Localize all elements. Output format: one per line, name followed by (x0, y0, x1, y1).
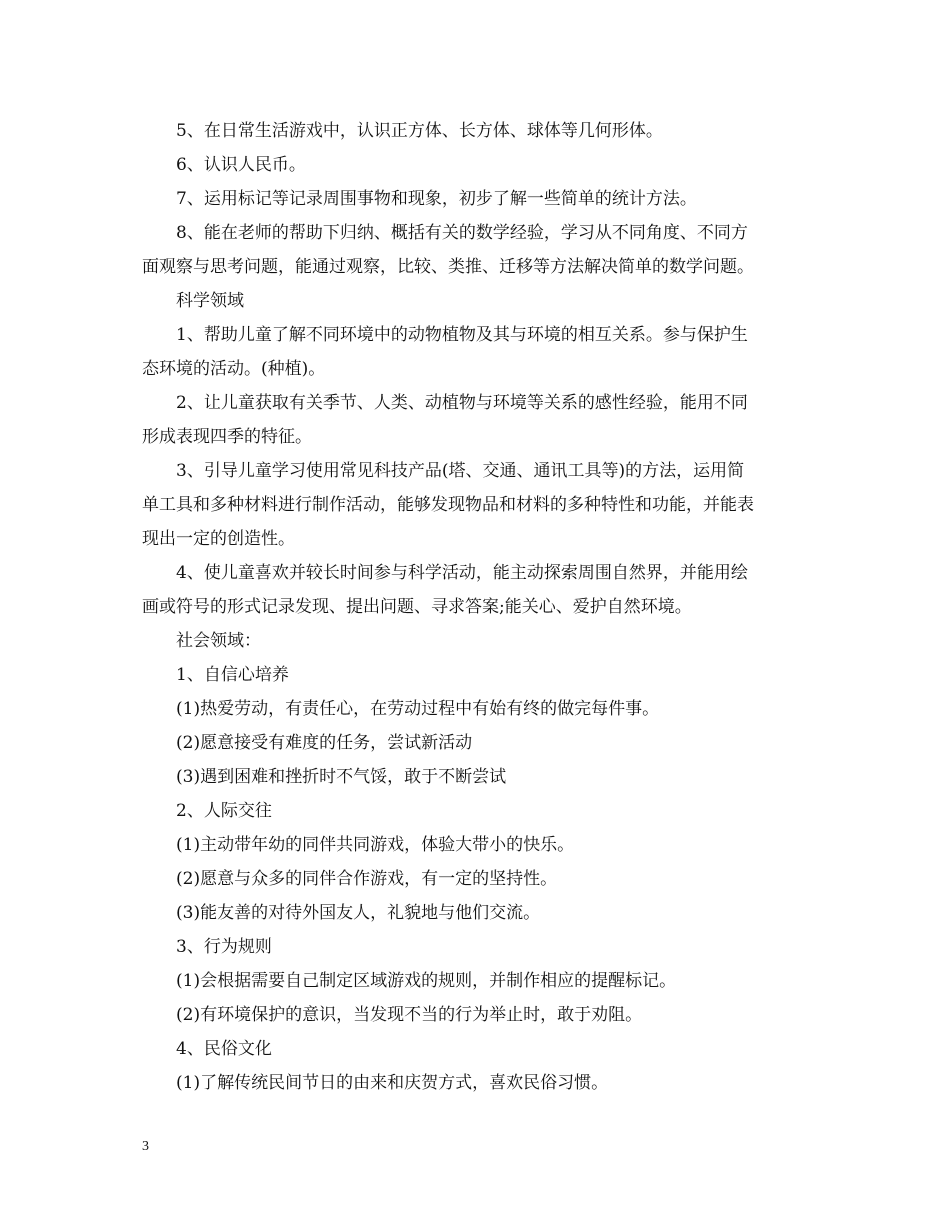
subheading-folk-culture: 4、民俗文化 (176, 1039, 272, 1059)
paragraph-line: 2、让儿童获取有关季节、人类、动植物与环境等关系的感性经验，能用不同 (176, 393, 748, 413)
paragraph-line-continued: 态环境的活动。(种植)。 (142, 359, 326, 379)
paragraph-line: 7、运用标记等记录周围事物和现象，初步了解一些简单的统计方法。 (176, 189, 697, 209)
list-item: (2)有环境保护的意识，当发现不当的行为举止时，敢于劝阻。 (176, 1005, 643, 1025)
document-body (142, 114, 810, 1100)
list-item: (2)愿意接受有难度的任务，尝试新活动 (176, 733, 473, 753)
paragraph-line: 1、帮助儿童了解不同环境中的动物植物及其与环境的相互关系。参与保护生 (176, 325, 748, 345)
list-item: (3)能友善的对待外国友人，礼貌地与他们交流。 (176, 903, 541, 923)
subheading-interpersonal: 2、人际交往 (176, 801, 272, 821)
section-heading-science: 科学领域 (176, 291, 244, 311)
paragraph-line: 6、认识人民币。 (176, 155, 306, 175)
list-item: (1)了解传统民间节日的由来和庆贺方式，喜欢民俗习惯。 (176, 1073, 609, 1093)
paragraph-line-continued: 面观察与思考问题，能通过观察，比较、类推、迁移等方法解决简单的数学问题。 (142, 257, 754, 277)
paragraph-line-continued: 单工具和多种材料进行制作活动，能够发现物品和材料的多种特性和功能，并能表 (142, 495, 754, 515)
paragraph-line: 4、使儿童喜欢并较长时间参与科学活动，能主动探索周围自然界，并能用绘 (176, 563, 748, 583)
paragraph-line: 3、引导儿童学习使用常见科技产品(塔、交通、通讯工具等)的方法，运用简 (176, 461, 745, 481)
list-item: (3)遇到困难和挫折时不气馁，敢于不断尝试 (176, 767, 507, 787)
subheading-self-confidence: 1、自信心培养 (176, 665, 289, 685)
section-heading-social: 社会领域： (176, 631, 261, 651)
paragraph-line-continued: 形成表现四季的特征。 (142, 427, 312, 447)
list-item: (1)热爱劳动，有责任心，在劳动过程中有始有终的做完每件事。 (176, 699, 660, 719)
subheading-rules: 3、行为规则 (176, 937, 272, 957)
page-number: 3 (142, 1139, 149, 1154)
list-item: (1)会根据需要自己制定区域游戏的规则，并制作相应的提醒标记。 (176, 971, 677, 991)
paragraph-line: 8、能在老师的帮助下归纳、概括有关的数学经验，学习从不同角度、不同方 (176, 223, 748, 243)
paragraph-line: 5、在日常生活游戏中，认识正方体、长方体、球体等几何形体。 (176, 121, 663, 141)
paragraph-line-continued: 画或符号的形式记录发现、提出问题、寻求答案;能关心、爱护自然环境。 (142, 597, 692, 617)
paragraph-line-continued: 现出一定的创造性。 (142, 529, 295, 549)
list-item: (2)愿意与众多的同伴合作游戏，有一定的坚持性。 (176, 869, 558, 889)
list-item: (1)主动带年幼的同伴共同游戏，体验大带小的快乐。 (176, 835, 575, 855)
